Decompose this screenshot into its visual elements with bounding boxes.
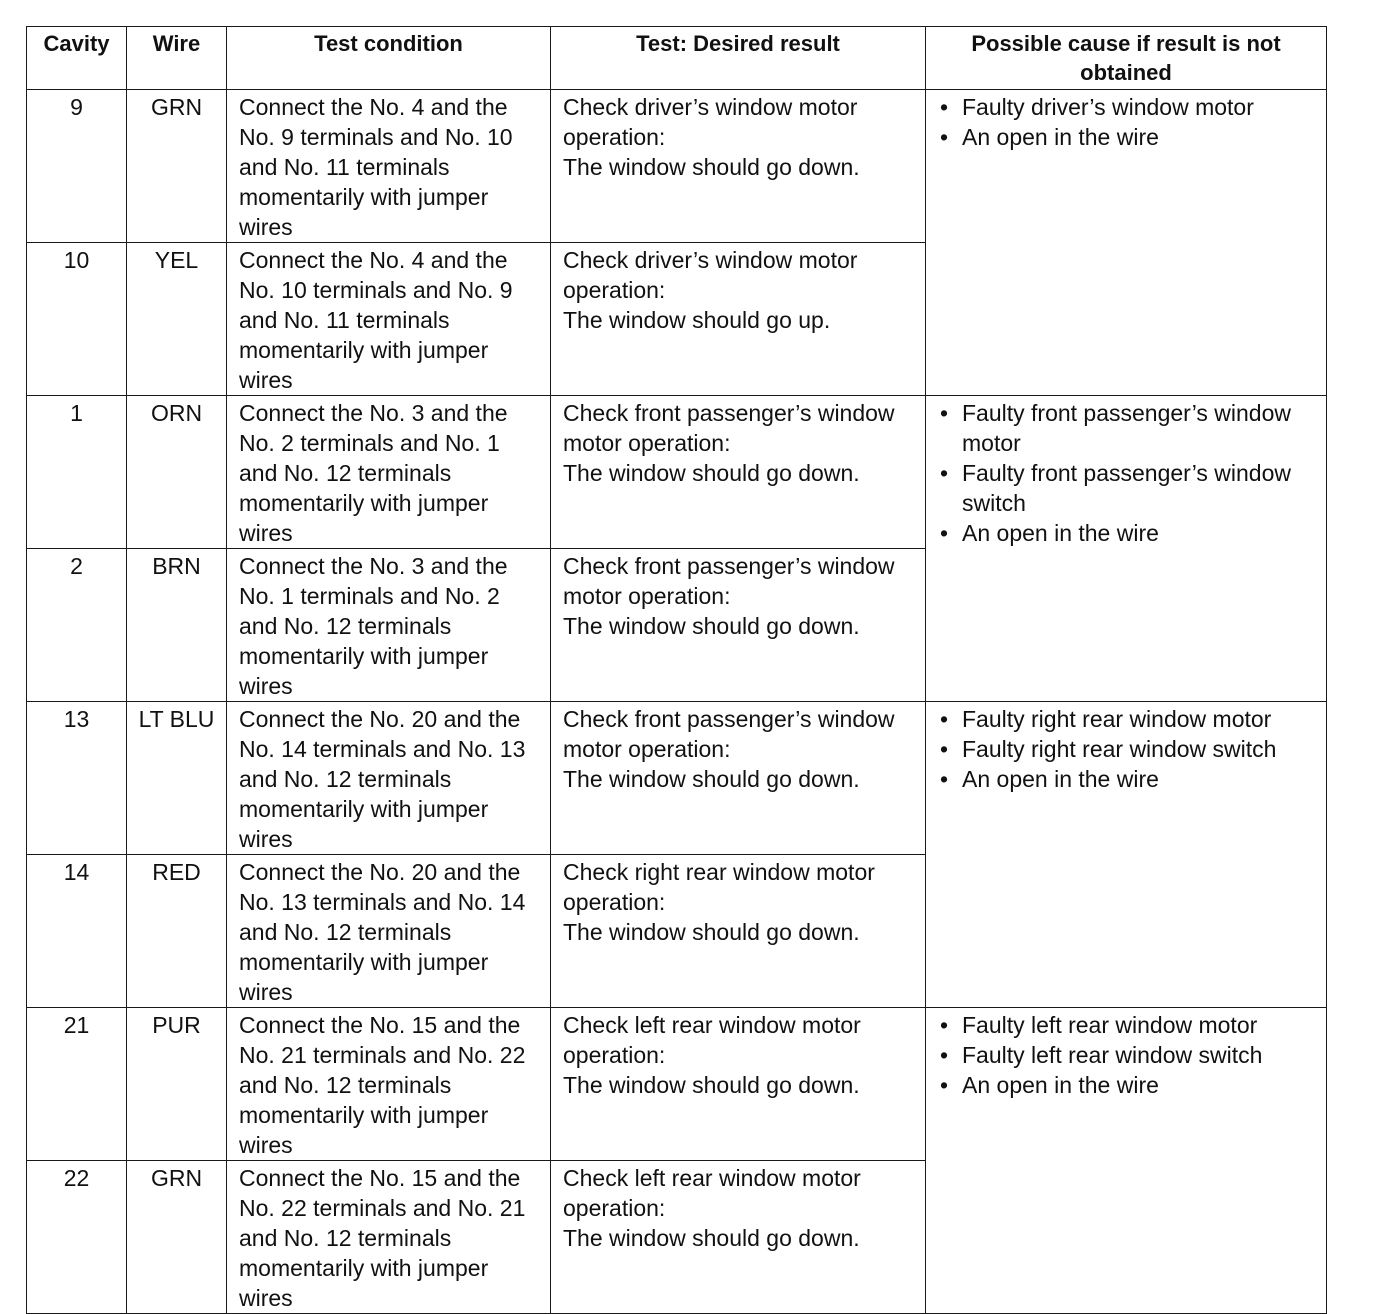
cause-item: • Faulty right rear window switch <box>940 734 1322 764</box>
wire-cell: GRN <box>127 1161 227 1314</box>
cause-cell <box>926 1008 1327 1314</box>
cause-cell <box>926 90 1327 396</box>
cavity-cell: 1 <box>27 396 127 549</box>
result-cell <box>551 702 926 855</box>
result-check: Check front passenger’s window motor operation: <box>563 400 895 456</box>
cause-item: • An open in the wire <box>940 518 1322 548</box>
result-check: Check right rear window motor operation: <box>563 859 875 915</box>
wire-cell: BRN <box>127 549 227 702</box>
result-expect: The window should go down. <box>563 460 860 486</box>
wire-cell: RED <box>127 855 227 1008</box>
result-check: Check driver’s window motor operation: <box>563 94 858 150</box>
cause-cell <box>926 396 1327 702</box>
cavity-cell: 13 <box>27 702 127 855</box>
result-cell <box>551 90 926 243</box>
table-row <box>27 396 1327 549</box>
result-expect: The window should go down. <box>563 766 860 792</box>
condition-cell: Connect the No. 4 and the No. 9 terminals and No. 10 and No. 11 terminals momentarily with jumper wires <box>227 90 551 243</box>
cause-item: • Faulty driver’s window motor <box>940 92 1322 122</box>
result-cell <box>551 549 926 702</box>
condition-cell: Connect the No. 20 and the No. 14 terminals and No. 13 and No. 12 terminals momentarily with jumper wires <box>227 702 551 855</box>
cause-item: • Faulty front passenger’s window motor <box>940 398 1322 458</box>
result-check: Check left rear window motor operation: <box>563 1165 861 1221</box>
cavity-cell: 14 <box>27 855 127 1008</box>
condition-cell: Connect the No. 20 and the No. 13 terminals and No. 14 and No. 12 terminals momentarily with jumper wires <box>227 855 551 1008</box>
cavity-cell: 21 <box>27 1008 127 1161</box>
header-test-condition: Test condition <box>227 27 551 90</box>
condition-cell: Connect the No. 4 and the No. 10 terminals and No. 9 and No. 11 terminals momentarily with jumper wires <box>227 243 551 396</box>
cause-list <box>940 704 1322 794</box>
result-cell <box>551 1161 926 1314</box>
table-row <box>27 90 1327 243</box>
result-check: Check front passenger’s window motor operation: <box>563 706 895 762</box>
cause-list <box>940 92 1322 152</box>
wire-cell: LT BLU <box>127 702 227 855</box>
cause-item: • An open in the wire <box>940 122 1322 152</box>
wire-cell: PUR <box>127 1008 227 1161</box>
result-cell <box>551 855 926 1008</box>
header-desired-result: Test: Desired result <box>551 27 926 90</box>
cause-item: • An open in the wire <box>940 1070 1322 1100</box>
cavity-cell: 10 <box>27 243 127 396</box>
condition-cell: Connect the No. 15 and the No. 21 terminals and No. 22 and No. 12 terminals momentarily with jumper wires <box>227 1008 551 1161</box>
cavity-cell: 9 <box>27 90 127 243</box>
table-row <box>27 1008 1327 1161</box>
result-expect: The window should go down. <box>563 613 860 639</box>
table-row <box>27 702 1327 855</box>
result-check: Check driver’s window motor operation: <box>563 247 858 303</box>
header-cavity: Cavity <box>27 27 127 90</box>
wire-cell: ORN <box>127 396 227 549</box>
condition-cell: Connect the No. 3 and the No. 2 terminals and No. 1 and No. 12 terminals momentarily with jumper wires <box>227 396 551 549</box>
cause-list <box>940 398 1322 548</box>
cause-item: • Faulty left rear window switch <box>940 1040 1322 1070</box>
cause-item: • Faulty left rear window motor <box>940 1010 1322 1040</box>
condition-cell: Connect the No. 3 and the No. 1 terminals and No. 2 and No. 12 terminals momentarily with jumper wires <box>227 549 551 702</box>
header-row <box>27 27 1327 90</box>
wire-cell: YEL <box>127 243 227 396</box>
cause-item: • Faulty right rear window motor <box>940 704 1322 734</box>
condition-cell: Connect the No. 15 and the No. 22 terminals and No. 21 and No. 12 terminals momentarily with jumper wires <box>227 1161 551 1314</box>
result-check: Check left rear window motor operation: <box>563 1012 861 1068</box>
cause-item: • Faulty front passenger’s window switch <box>940 458 1322 518</box>
cavity-cell: 22 <box>27 1161 127 1314</box>
cavity-cell: 2 <box>27 549 127 702</box>
header-wire: Wire <box>127 27 227 90</box>
result-expect: The window should go down. <box>563 919 860 945</box>
result-expect: The window should go up. <box>563 307 831 333</box>
wire-cell: GRN <box>127 90 227 243</box>
result-cell <box>551 1008 926 1161</box>
result-expect: The window should go down. <box>563 154 860 180</box>
result-cell <box>551 243 926 396</box>
cause-list <box>940 1010 1322 1100</box>
cause-cell <box>926 702 1327 1008</box>
cause-item: • An open in the wire <box>940 764 1322 794</box>
header-possible-cause: Possible cause if result is not obtained <box>926 27 1327 90</box>
result-check: Check front passenger’s window motor operation: <box>563 553 895 609</box>
result-cell <box>551 396 926 549</box>
result-expect: The window should go down. <box>563 1072 860 1098</box>
result-expect: The window should go down. <box>563 1225 860 1251</box>
test-table <box>26 26 1327 1314</box>
